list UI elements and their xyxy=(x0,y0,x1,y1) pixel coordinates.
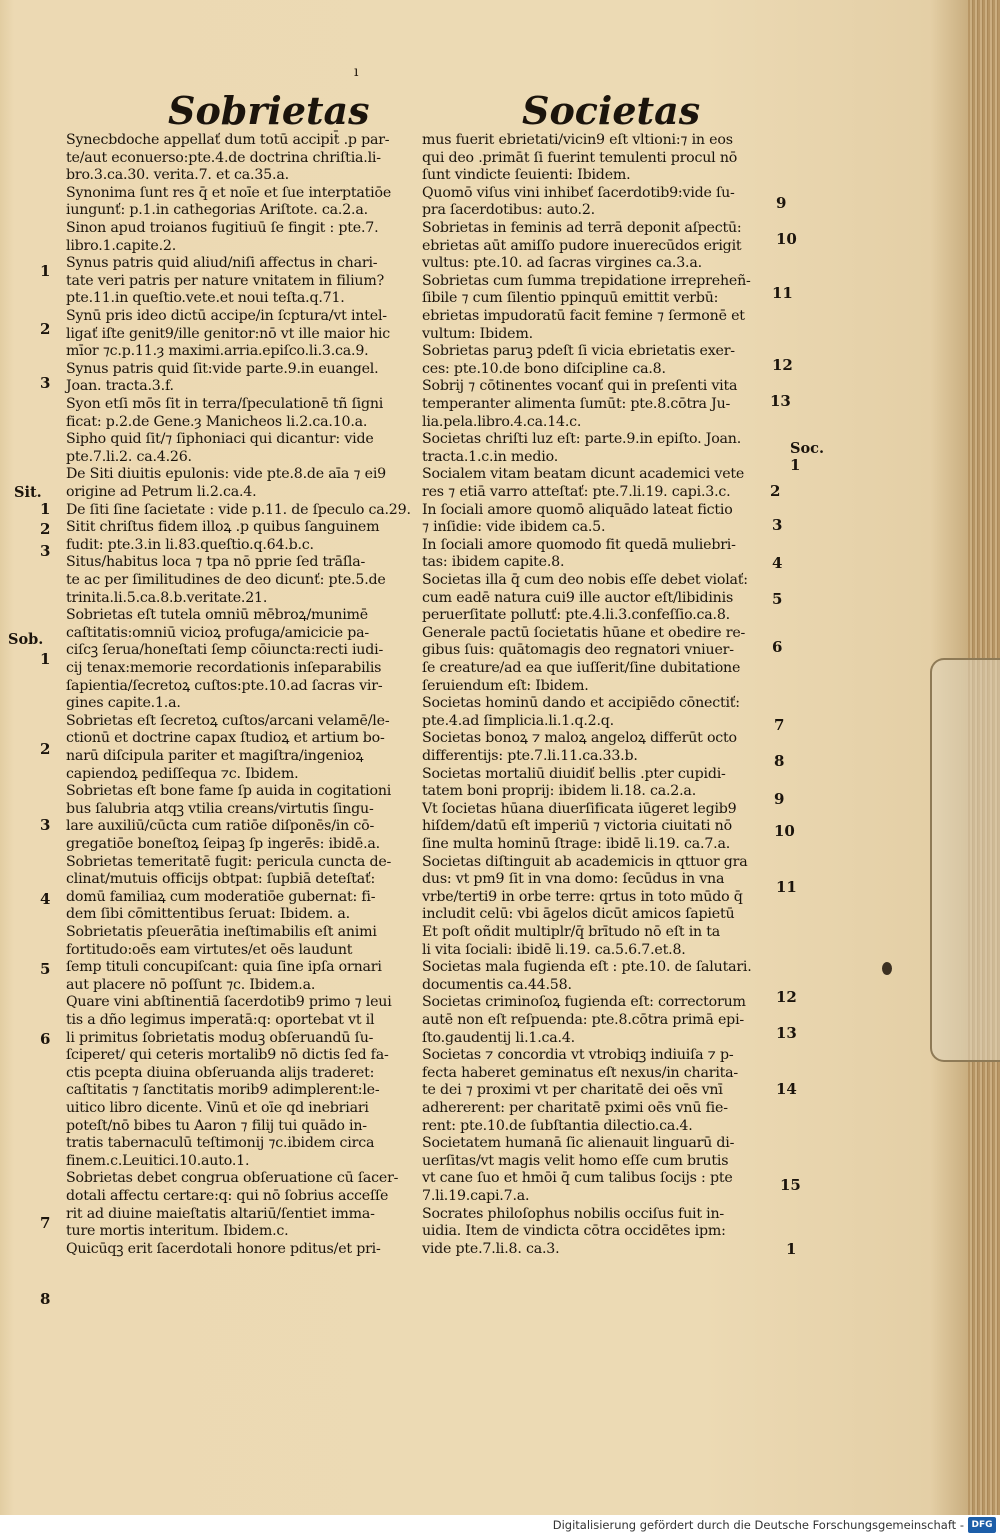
text-line: li primitus ſobrietatis moduꝫ obſeruandū ſu- xyxy=(66,1029,374,1046)
margin-number: 2 xyxy=(40,740,51,758)
text-line: Synus patris quid ſit:vide parte.9.in euangel. xyxy=(66,360,379,377)
text-line: Socialem vitam beatam dicunt academici vete xyxy=(422,466,745,483)
text-line: Vt ſocietas hūana diuerſificata iūgeret legib9 xyxy=(422,800,737,817)
text-line: ſine multa hominū ſtrage: ibidē li.19. ca.7.a. xyxy=(422,836,731,852)
text-line: ctionū et doctrine capax ſtudioꝝ et artium bo- xyxy=(66,730,385,747)
text-line: capiendoꝝ pediſſequa ⁊c. Ibidem. xyxy=(66,765,299,782)
footer-credit: Digitalisierung gefördert durch die Deutsche Forschungsgemeinschaft - xyxy=(552,1518,964,1532)
text-line: 7.li.19.capi.7.a. xyxy=(422,1188,530,1204)
text-line: adhererent: per charitatē pximi oēs vnū fie- xyxy=(422,1100,728,1116)
text-line: li vita ſociali: ibidē li.19. ca.5.6.7.et.8. xyxy=(422,941,686,958)
text-line: Sobrietas eſt ſecretoꝝ cuſtos/arcani velamē/le- xyxy=(66,712,390,729)
text-line: Syon etſi mōs ſit in terra/ſpeculationē tñ ſigni xyxy=(66,396,384,412)
text-line: gines capite.1.a. xyxy=(66,695,181,712)
text-line: Societas diſtinguit ab academicis in qttuor gra xyxy=(422,853,748,870)
text-line: caſtitatis:omniū vicioꝝ profuga/amicicie pa- xyxy=(66,624,369,641)
text-line: Et poſt oñdit multiplr/q̄ brītudo nō eſt in ta xyxy=(422,924,721,940)
footer-bar xyxy=(0,1515,1000,1537)
top-mark: ı xyxy=(354,64,359,80)
text-line: Sinon apud troianos fugitiuū ſe fingit : pte.7. xyxy=(66,220,379,236)
text-line: ſciperet/ qui ceteris mortalib9 nō dictis ſed fa- xyxy=(66,1047,389,1064)
margin-number: 12 xyxy=(776,988,797,1006)
text-line: te dei ⁊ proximi vt per charitatē dei oēs vnī xyxy=(422,1082,723,1099)
text-line: domū familiaꝝ cum moderatiōe gubernat: fi- xyxy=(66,888,376,905)
text-line: differentijs: pte.7.li.11.ca.33.b. xyxy=(422,748,638,764)
margin-number: 4 xyxy=(40,890,51,908)
text-line: ctis pcepta diuina obſeruanda alijs traderet: xyxy=(66,1064,375,1081)
text-line: Sobrietas cum ſumma trepidatione irrepreheñ- xyxy=(422,272,751,289)
margin-number: 1 xyxy=(40,262,51,280)
margin-label: Sob. xyxy=(8,631,44,648)
text-line: ſapientia/ſecretoꝝ cuſtos:pte.10.ad ſacras vir- xyxy=(66,677,383,694)
text-line: mīor ⁊c.p.11.ȝ maximi.arria.epiſco.li.3.ca.9. xyxy=(66,343,369,360)
text-line: Situs/habitus loca ⁊ tpa nō pprie ſed trāſla- xyxy=(66,554,366,571)
text-line: origine ad Petrum li.2.ca.4. xyxy=(66,484,257,500)
text-line: tratis tabernaculū teſtimonij ⁊c.ibidem circa xyxy=(66,1135,375,1152)
text-line: In ſociali amore quomō aliquādo lateat fictio xyxy=(422,501,733,518)
text-line: fudit: pte.3.in li.83.queſtio.q.64.b.c. xyxy=(66,536,314,553)
text-line: Societatem humanā ſic alienauit linguarū di- xyxy=(422,1135,735,1152)
margin-number: 10 xyxy=(774,822,795,840)
text-line: Sipho quid ſit/⁊ ſiphoniaci qui dicantur: vide xyxy=(66,431,374,448)
text-line: uitico libro dicente. Vinū et oīe qd inebriari xyxy=(66,1100,369,1116)
text-line: Synus patris quid aliud/niſi affectus in chari- xyxy=(66,255,378,272)
text-line: Synonima ſunt res q̄ et noīe et ſue interptatiōe xyxy=(66,184,392,201)
text-line: ſunt vindicte ſeuienti: Ibidem. xyxy=(422,167,631,184)
text-line: De ſiti ſine ſacietate : vide p.11. de ſpeculo ca.29. xyxy=(66,501,411,518)
text-line: trinita.li.5.ca.8.b.veritate.21. xyxy=(66,589,268,606)
text-line: pra ſacerdotibus: auto.2. xyxy=(422,202,595,219)
text-line: documentis ca.44.58. xyxy=(422,976,572,993)
text-line: tatem boni proprij: ibidem li.18. ca.2.a. xyxy=(422,783,696,800)
margin-number: 4 xyxy=(772,554,783,572)
text-line: qui deo .primāt ſi fuerint temulenti procul nō xyxy=(422,149,738,166)
text-line: aut placere nō poſſunt ⁊c. Ibidem.a. xyxy=(66,976,316,993)
text-line: Sobrietas in feminis ad terrā deponit aſpectū: xyxy=(422,220,742,236)
margin-number: 2 xyxy=(40,320,51,338)
margin-number: 15 xyxy=(780,1176,801,1194)
text-line: lia.pela.libro.4.ca.14.c. xyxy=(422,413,582,430)
text-line: Societas mortaliū diuidiť bellis .pter cupidi- xyxy=(422,765,726,782)
margin-number: 1 xyxy=(786,1240,797,1258)
text-line: ces: pte.10.de bono diſcipline ca.8. xyxy=(422,360,666,377)
text-line: vultus: pte.10. ad ſacras virgines ca.3.a. xyxy=(422,255,702,272)
text-line: Societas ⁊ concordia vt vtrobiqꝫ indiuiſa ⁊ p- xyxy=(422,1047,734,1064)
margin-number: 5 xyxy=(40,960,51,978)
text-line: ficat: p.2.de Gene.ȝ Manicheos li.2.ca.10.a. xyxy=(66,413,368,430)
text-line: lare auxiliū/cūcta cum ratiōe diſponēs/in cō- xyxy=(66,818,375,835)
text-line: uidia. Item de vindicta cōtra occidētes ipm: xyxy=(422,1223,726,1240)
text-line: dus: vt pm9 ſit in vna domo: ſecūdus in vna xyxy=(422,871,725,888)
text-line: tis a dño legimus imperatā:q: oportebat vt il xyxy=(66,1012,375,1028)
header-left: Sobrietas xyxy=(168,88,370,133)
margin-number: 14 xyxy=(776,1080,797,1098)
margin-number: 1 xyxy=(40,650,51,668)
bookmark-tab xyxy=(930,658,1000,1062)
text-line: Joan. tracta.3.f. xyxy=(66,378,174,395)
text-line: Sobrietas temeritatē fugit: pericula cuncta de- xyxy=(66,853,392,870)
margin-number: 8 xyxy=(40,1290,51,1308)
margin-number: 6 xyxy=(40,1030,51,1048)
text-line: Sobrietas debet congrua obſeruatione cū ſacer- xyxy=(66,1170,399,1187)
text-line: ſibile ⁊ cum ſilentio ppinquū emittit verbū: xyxy=(422,290,719,307)
text-line: Socrates philoſophus nobilis occiſus fuit in- xyxy=(422,1205,725,1222)
text-line: Synecbdoche appellať dum totū accipit̄ .p par- xyxy=(66,132,390,148)
text-line: Societas mala fugienda eſt : pte.10. de ſalutari. xyxy=(422,959,752,976)
margin-number: 2 xyxy=(770,482,781,500)
text-line: ſe creature/ad ea que iuſſerit/ſine dubitatione xyxy=(422,660,741,676)
text-line: pte.7.li.2. ca.4.26. xyxy=(66,448,192,465)
text-line: rent: pte.10.de ſubſtantia dilectio.ca.4. xyxy=(422,1117,693,1134)
text-line: Sobrietatis pſeuerātia ineſtimabilis eſt animi xyxy=(66,924,377,940)
text-line: uerſitas/vt magis velit homo eſſe cum brutis xyxy=(422,1152,729,1169)
margin-number: 3 xyxy=(40,542,51,560)
text-line: bus ſalubria atqꝫ vtilia creans/virtutis ſingu- xyxy=(66,800,374,817)
margin-number: 11 xyxy=(776,878,797,896)
margin-number: 1 xyxy=(790,456,801,474)
text-line: fecta haberet geminatus eſt nexus/in charita- xyxy=(422,1064,739,1081)
text-line: dotali affectu certare:q: qui nō ſobrius acceſſe xyxy=(66,1188,389,1204)
text-line: Societas chriſti luz eſt: parte.9.in epiſto. Joan. xyxy=(422,431,742,448)
text-line: Sobrietas eſt tutela omniū mēbroꝝ/munimē xyxy=(66,607,368,624)
text-line: ciſcꝫ ſerua/honeſtati ſemp cōiuncta:recti iudi- xyxy=(66,642,384,659)
text-line: vultum: Ibidem. xyxy=(422,325,533,342)
margin-number: 2 xyxy=(40,520,51,538)
text-line: Quicūqꝫ erit ſacerdotali honore pditus/et pri- xyxy=(66,1240,381,1257)
text-line: hiſdem/datū eſt imperiū ⁊ victoria ciuitati nō xyxy=(422,818,732,835)
margin-number: 7 xyxy=(774,716,785,734)
margin-number: 3 xyxy=(772,516,783,534)
dfg-logo-icon: DFG xyxy=(968,1517,996,1533)
text-line: ſemp tituli concupiſcant: quia ſine ipſa ornari xyxy=(66,959,382,976)
text-line: peruerſitate pollutť: pte.4.li.3.confeſſio.ca.8. xyxy=(422,607,730,624)
text-line: ebrietas impudoratū facit femine ⁊ ſermonē et xyxy=(422,308,745,324)
text-line: dem ſibi cōmittentibus ſeruat: Ibidem. a. xyxy=(66,906,350,923)
margin-number: 1 xyxy=(40,500,51,518)
text-line: vrbe/terti9 in orbe terre: qrtus in toto mūdo q̄ xyxy=(422,888,743,905)
text-line: Quomō viſus vini inhibeť ſacerdotib9:vide ſu- xyxy=(422,184,735,201)
text-line: cum eadē natura cui9 ille auctor eſt/libidinis xyxy=(422,589,734,606)
text-line: res ⁊ etiā varro atteſtať: pte.7.li.19. capi.3.c. xyxy=(422,484,731,500)
text-line: vide pte.7.li.8. ca.3. xyxy=(422,1240,560,1257)
text-line: Sitit chriſtus fidem illoꝝ .p quibus ſanguinem xyxy=(66,519,380,536)
margin-number: 13 xyxy=(770,392,791,410)
ink-stain xyxy=(882,962,892,975)
text-line: tracta.1.c.in medio. xyxy=(422,448,559,465)
text-line: Generale pactū ſocietatis hūane et obedire re- xyxy=(422,624,746,641)
text-line: ſeruiendum eſt: Ibidem. xyxy=(422,677,589,694)
text-line: includit celū: vbi āgelos dicūt amicos ſapietū xyxy=(422,906,735,923)
margin-number: 12 xyxy=(772,356,793,374)
margin-number: 7 xyxy=(40,1214,51,1232)
text-line: tate veri patris per nature vnitatem in filium? xyxy=(66,272,385,289)
margin-number: 3 xyxy=(40,374,51,392)
header-right: Societas xyxy=(522,88,701,133)
text-line: tas: ibidem capite.8. xyxy=(422,554,565,571)
text-line: Societas bonoꝝ ⁊ maloꝝ angeloꝝ differūt octo xyxy=(422,730,737,747)
text-line: temperanter alimenta ſumūt: pte.8.cōtra Ju- xyxy=(422,396,731,412)
margin-number: 3 xyxy=(40,816,51,834)
text-line: iungunť: p.1.in cathegorias Ariſtote. ca.2.a. xyxy=(66,202,368,219)
text-line: narū diſcipula pariter et magiſtra/ingenioꝝ xyxy=(66,748,364,764)
text-line: mus fuerit ebrietati/vicin9 eſt vltioni:⁊ in eos xyxy=(422,132,733,148)
text-line: caſtitatis ⁊ ſanctitatis morib9 adimplerent:le- xyxy=(66,1082,380,1099)
text-line: te/aut econuerso:pte.4.de doctrina chriſtia.li- xyxy=(66,149,381,166)
text-line: Societas hominū dando et accipiēdo cōnectiť: xyxy=(422,695,740,712)
text-line: De Siti diuitis epulonis: vide pte.8.de aīa ⁊ ei9 xyxy=(66,466,386,483)
text-line: cij tenax:memorie recordationis inſeparabilis xyxy=(66,660,382,676)
margin-number: 9 xyxy=(776,194,787,212)
margin-number: 11 xyxy=(772,284,793,302)
margin-label: Soc. xyxy=(790,440,825,457)
text-line: gregatiōe boneſtoꝝ ſeipaꝫ ſp ingerēs: ibidē.a. xyxy=(66,836,380,852)
text-line: clinat/mutuis officijs obtpat: ſupbiā deteſtať: xyxy=(66,871,376,888)
text-line: vt cane ſuo et hmōi q̄ cum talibus ſocijs : pte xyxy=(422,1170,733,1187)
text-line: Societas criminoſoꝝ fugienda eſt: correctorum xyxy=(422,994,746,1011)
margin-label: Sit. xyxy=(14,484,42,501)
text-line: Sobrietas paruꝫ pdeſt ſi vicia ebrietatis exer- xyxy=(422,343,735,360)
text-line: fortitudo:oēs eam virtutes/et oēs laudunt xyxy=(66,941,353,958)
text-line: Societas illa q̄ cum deo nobis eſſe debet violať: xyxy=(422,572,748,588)
margin-number: 9 xyxy=(774,790,785,808)
text-line: In ſociali amore quomodo fit quedā muliebri- xyxy=(422,536,736,553)
margin-number: 8 xyxy=(774,752,785,770)
text-line: Sobrietas eſt bone fame ſp auida in cogitationi xyxy=(66,783,392,800)
text-line: ligať iſte genit9/ille genitor:nō vt ille maior hic xyxy=(66,325,390,342)
text-line: Quare vini abſtinentiā ſacerdotib9 primo ⁊ leui xyxy=(66,994,392,1011)
text-line: finem.c.Leuitici.10.auto.1. xyxy=(66,1152,250,1169)
text-line: ſto.gaudentij li.1.ca.4. xyxy=(422,1029,575,1046)
text-line: rit ad diuine maieſtatis altariū/ſentiet imma- xyxy=(66,1205,375,1222)
text-line: pte.11.in queſtio.vete.et noui teſta.q.71. xyxy=(66,290,345,307)
text-line: poteſt/nō bibes tu Aaron ⁊ filij tui quādo in- xyxy=(66,1117,367,1134)
margin-number: 6 xyxy=(772,638,783,656)
text-line: libro.1.capite.2. xyxy=(66,237,177,254)
margin-number: 5 xyxy=(772,590,783,608)
text-line: pte.4.ad ſimplicia.li.1.q.2.q. xyxy=(422,712,614,729)
text-line: te ac per ſimilitudines de deo dicunť: pte.5.de xyxy=(66,572,386,588)
text-line: ebrietas aūt amiſſo pudore inuerecūdos erigit xyxy=(422,237,742,254)
margin-number: 10 xyxy=(776,230,797,248)
text-line: Synū pris ideo dictū accipe/in ſcptura/vt intel- xyxy=(66,308,387,324)
text-line: ⁊ inſidie: vide ibidem ca.5. xyxy=(422,519,606,536)
text-line: ture mortis interitum. Ibidem.c. xyxy=(66,1223,289,1240)
margin-number: 13 xyxy=(776,1024,797,1042)
text-line: gibus ſuis: quātomagis deo regnatori vniuer- xyxy=(422,642,734,659)
text-line: autē non eſt reſpuenda: pte.8.cōtra primā epi- xyxy=(422,1012,744,1028)
text-line: bro.3.ca.30. verita.7. et ca.35.a. xyxy=(66,167,289,184)
text-line: Sobrij ⁊ cōtinentes vocanť qui in preſenti vita xyxy=(422,378,738,395)
